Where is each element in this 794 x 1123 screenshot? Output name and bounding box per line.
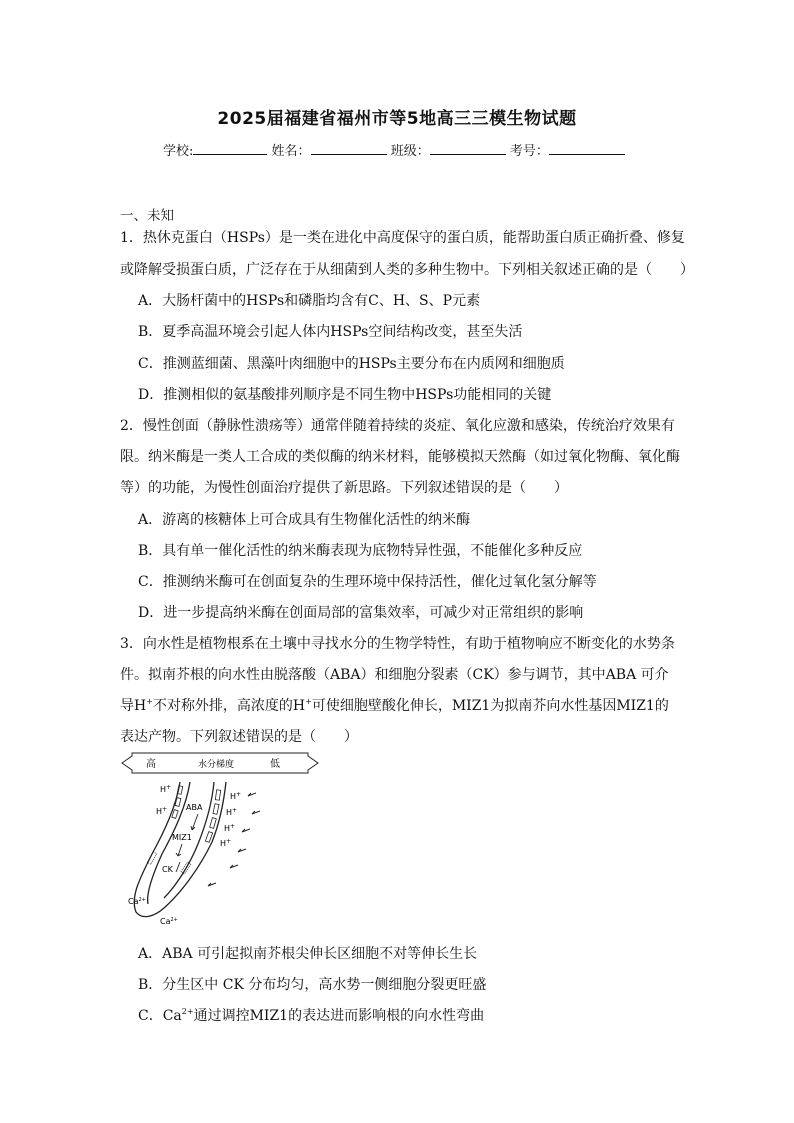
page-title: 2025届福建省福州市等5地高三三模生物试题 <box>217 109 577 129</box>
q3-stem-line-1: 3．向水性是植物根系在土壤中寻找水分的生物学特性，有助于植物响应不断变化的水势条 <box>120 636 675 652</box>
q3-stem-text: 导H <box>120 698 147 714</box>
class-blank[interactable] <box>430 141 506 155</box>
h-ion-label: H+ <box>226 807 238 817</box>
h-ion-label: H+ <box>156 806 168 816</box>
school-blank[interactable] <box>193 141 267 155</box>
q3-stem-text: 不对称外排，高浓度的H <box>152 698 306 714</box>
h-ion-label: H+ <box>160 784 172 794</box>
h-ion-label: H+ <box>224 823 236 833</box>
high-label: 高 <box>146 759 156 770</box>
q3-option-c-text: 通过调控MIZ1的表达进而影响根的向水性弯曲 <box>193 1008 485 1024</box>
q3-option-b[interactable]: B．分生区中 CK 分布均匀，高水势一侧细胞分裂更旺盛 <box>138 977 487 993</box>
school-label: 学校: <box>163 144 194 159</box>
name-label: 姓名： <box>271 144 311 159</box>
q3-stem-line-2: 件。拟南芥根的向水性由脱落酸（ABA）和细胞分裂素（CK）参与调节，其中ABA 可介 <box>120 667 669 683</box>
q3-stem-line-3 <box>120 696 669 716</box>
q1-option-d[interactable]: D．推测相似的氨基酸排列顺序是不同生物中HSPs功能相同的关键 <box>138 387 552 403</box>
ck-label: CK <box>162 865 173 874</box>
q2-option-b[interactable]: B．具有单一催化活性的纳米酶表现为底物特异性强，不能催化多种反应 <box>138 543 583 559</box>
exam-number-blank[interactable] <box>549 141 625 155</box>
q3-stem-line-4: 表达产物。下列叙述错误的是（ ） <box>120 729 358 745</box>
section-heading: 一、未知 <box>120 208 174 224</box>
h-ion-charge: + <box>146 697 153 706</box>
ca-ion-label: $Ca^{2+}$ <box>128 897 146 906</box>
q2-stem-line-2: 限。纳米酶是一类人工合成的类似酶的纳米材料，能够模拟天然酶（如过氧化物酶、氧化酶 <box>120 449 680 465</box>
miz1-label: MIZ1 <box>172 833 192 842</box>
q2-stem-line-1: 2．慢性创面（静脉性溃疡等）通常伴随着持续的炎症、氧化应激和感染，传统治疗效果有 <box>120 418 675 434</box>
q2-option-c[interactable]: C．推测纳米酶可在创面复杂的生理环境中保持活性，催化过氧化氢分解等 <box>138 574 597 590</box>
student-info-line <box>163 140 625 159</box>
root-hydrotropism-figure <box>120 752 320 927</box>
q2-stem-line-3: 等）的功能，为慢性创面治疗提供了新思路。下列叙述错误的是（ ） <box>120 480 568 496</box>
gradient-label: 水分梯度 <box>198 760 235 770</box>
q1-option-a[interactable]: A．大肠杆菌中的HSPs和磷脂均含有C、H、S、P元素 <box>138 293 481 309</box>
water-gradient-arrow <box>122 753 318 773</box>
q1-stem-line-2: 或降解受损蛋白质，广泛存在于从细菌到人类的多种生物中。下列相关叙述正确的是（ ） <box>120 262 694 278</box>
q3-option-a[interactable]: A．ABA 可引起拟南芥根尖伸长区细胞不对等伸长生长 <box>138 946 478 962</box>
q2-option-d[interactable]: D．进一步提高纳米酶在创面局部的富集效率，可减少对正常组织的影响 <box>138 605 584 621</box>
ca-ion-charge: 2+ <box>181 1007 194 1016</box>
h-ion-label: H+ <box>230 791 242 801</box>
h-ion-charge: + <box>305 697 312 706</box>
q1-option-c[interactable]: C．推测蓝细菌、黑藻叶肉细胞中的HSPs主要分布在内质网和细胞质 <box>138 356 565 372</box>
name-blank[interactable] <box>311 141 387 155</box>
q2-option-a[interactable]: A．游离的核糖体上可合成具有生物催化活性的纳米酶 <box>138 512 471 528</box>
low-label: 低 <box>270 759 280 770</box>
exam-number-label: 考号： <box>509 144 549 159</box>
ca-ion-label: $Ca^{2+}$ <box>160 917 178 926</box>
class-label: 班级： <box>390 144 430 159</box>
h-ion-label: H+ <box>220 838 232 848</box>
q3-option-c[interactable] <box>138 1006 484 1026</box>
q3-stem-text: 可使细胞壁酸化伸长，MIZ1为拟南芥向水性基因MIZ1的 <box>311 698 669 714</box>
aba-label: ABA <box>186 803 203 812</box>
q1-option-b[interactable]: B．夏季高温环境会引起人体内HSPs空间结构改变，甚至失活 <box>138 324 523 340</box>
q1-stem-line-1: 1．热休克蛋白（HSPs）是一类在进化中高度保守的蛋白质，能帮助蛋白质正确折叠、修复 <box>120 230 685 246</box>
q3-option-c-text: C．Ca <box>138 1008 182 1024</box>
